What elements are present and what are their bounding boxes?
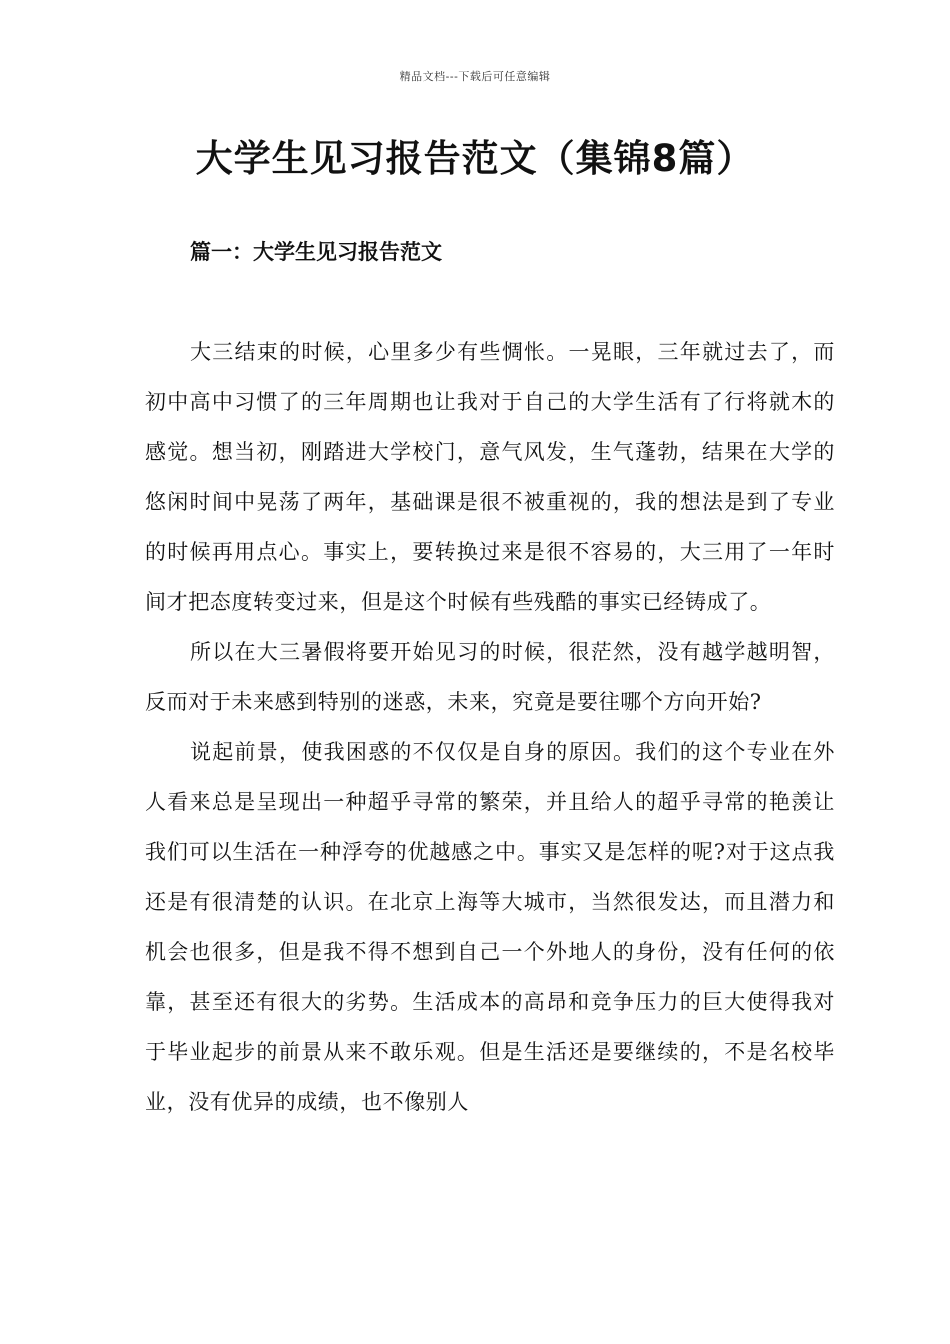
document-body	[145, 327, 835, 1127]
section-heading: 篇一：大学生见习报告范文	[190, 239, 442, 264]
paragraph: 所以在大三暑假将要开始见习的时候，很茫然，没有越学越明智，反而对于未来感到特别的迷惑，未来，究竟是要往哪个方向开始?	[145, 640, 835, 714]
running-header: 精品文档---下载后可任意编辑	[399, 70, 551, 83]
paragraph: 大三结束的时候，心里多少有些惆怅。一晃眼，三年就过去了，而初中高中习惯了的三年周期也让我对于自己的大学生活有了行将就木的感觉。想当初，刚踏进大学校门，意气风发，生气蓬勃，结果在大学的悠闲时间中晃荡了两年，基础课是很不被重视的，我的想法是到了专业的时候再用点心。事实上，要转换过来是很不容易的，大三用了一年时间才把态度转变过来，但是这个时候有些残酷的事实已经铸成了。	[145, 340, 835, 614]
paragraph: 说起前景，使我困惑的不仅仅是自身的原因。我们的这个专业在外人看来总是呈现出一种超乎寻常的繁荣，并且给人的超乎寻常的艳羡让我们可以生活在一种浮夸的优越感之中。事实又是怎样的呢?对于这点我还是有很清楚的认识。在北京上海等大城市，当然很发达，而且潜力和机会也很多，但是我不得不想到自己一个外地人的身份，没有任何的依靠，甚至还有很大的劣势。生活成本的高昂和竞争压力的巨大使得我对于毕业起步的前景从来不敢乐观。但是生活还是要继续的，不是名校毕业，没有优异的成绩，也不像别人	[145, 740, 835, 1114]
document-title: 大学生见习报告范文（集锦8篇）	[195, 137, 755, 180]
